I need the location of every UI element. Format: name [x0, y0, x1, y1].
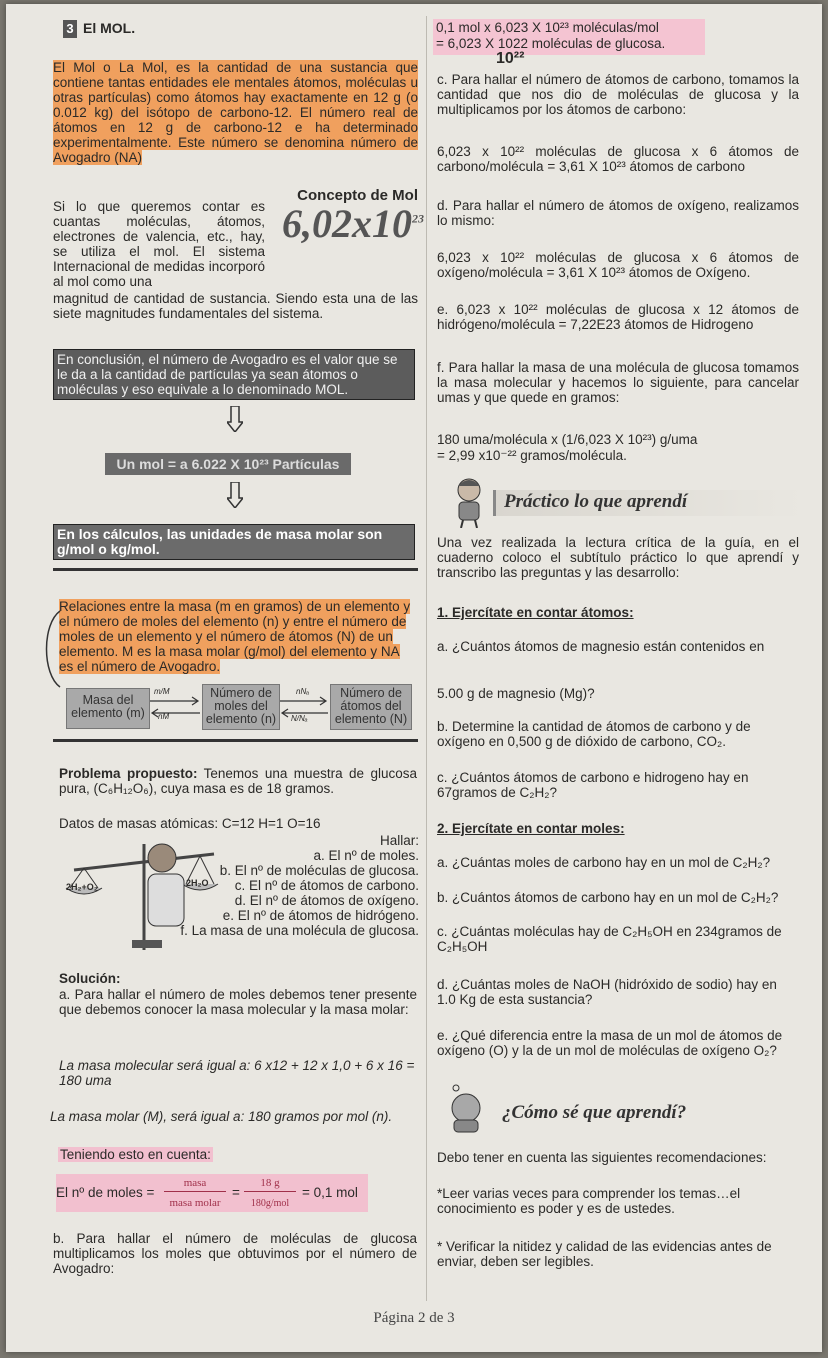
ej2-d: d. ¿Cuántas moles de NaOH (hidróxido de sodio) hay en 1.0 Kg de esta sustancia? [437, 977, 777, 1007]
problema-text: Problema propuesto: Tenemos una muestra de glucosa pura, (C₆H₁₂O₆), cuya masa es de 18 gramos. [59, 766, 417, 796]
datos-text: Datos de masas atómicas: C=12 H=1 O=16 [59, 816, 321, 831]
c-text: c. Para hallar el número de átomos de carbono, tomamos la cantidad que nos dio de moléculas de glucosa y la multiplicamos por los átomos de carbono: [437, 72, 799, 117]
arrow-nNa-label: nNₐ [296, 687, 310, 696]
rec2: * Verificar la nitidez y calidad de las evidencias antes de enviar, deben ser legibles. [437, 1239, 772, 1269]
hallar-list [226, 833, 419, 863]
hallar-item: b. El nº de moléculas de glucosa. [219, 863, 419, 878]
mol-particles-box: Un mol = a 6.022 X 10²³ Partículas [105, 453, 351, 475]
calc1-handwritten: 10²² [496, 50, 525, 67]
formula-lhs: El nº de moles = [56, 1185, 155, 1200]
teniendo-text: Teniendo esto en cuenta: [60, 1147, 211, 1162]
hallar-item: c. El nº de átomos de carbono. [234, 878, 419, 893]
moles-box: Número de moles del elemento (n) [202, 684, 280, 730]
sol-a-text: a. Para hallar el número de moles debemos tener presente que debemos conocer la masa molecular y la masa molar: [59, 987, 417, 1017]
ej1-a2: 5.00 g de magnesio (Mg)? [437, 686, 595, 701]
page-footer: Página 2 de 3 [373, 1310, 455, 1326]
formula-numerator: masa [164, 1176, 226, 1192]
sol-mm-text: La masa molecular será igual a: 6 x12 + 12 x 1,0 + 6 x 16 = 180 uma [59, 1058, 415, 1088]
hallar-item: a. El nº de moles. [313, 848, 419, 863]
mol-definition [53, 60, 418, 165]
ej1-c: c. ¿Cuántos átomos de carbono e hidrogeno hay en 67gramos de C₂H₂? [437, 770, 749, 800]
formula-numerator-2: 18 g [244, 1176, 296, 1192]
divider-2 [53, 739, 418, 742]
masa-box: Masa del elemento (m) [66, 688, 150, 729]
d-text: d. Para hallar el número de átomos de oxígeno, realizamos lo mismo: [437, 198, 799, 228]
d-calc: 6,023 x 10²² moléculas de glucosa x 6 átomos de oxígeno/molécula = 3,61 X 10²³ átomos de Oxígeno. [437, 250, 799, 280]
concept-value: $6,02x10^{23}$ [282, 201, 424, 246]
atomos-box: Número de átomos del elemento (N) [330, 684, 412, 730]
arrow-nM-label: nM [158, 712, 170, 721]
concept-title: Concepto de Mol [297, 187, 418, 204]
column-divider [426, 16, 427, 1301]
relations-text [59, 599, 411, 674]
ej2-title: 2. Ejercítate en contar moles: [437, 821, 625, 836]
relations-highlight: Relaciones entre la masa (m en gramos) de un elemento y el número de moles del elemento (n) y entre el número de moles de un elemento y el número de átomos (N) de un elemento. M es la masa molar (g/mol) del elemento y NA es el número de Avogadro. [59, 599, 411, 674]
formula-moles: El nº de moles = masa masa molar = 18 g 180g/mol = 0,1 mol [56, 1174, 368, 1212]
hallar-item: f. La masa de una molécula de glucosa. [180, 923, 419, 938]
f-calc2: = 2,99 x10⁻²² gramos/molécula. [437, 448, 627, 463]
thinking-figure-icon [442, 1084, 490, 1134]
arrow-NNa-label: N/Nₐ [291, 714, 308, 723]
ej2-e: e. ¿Qué diferencia entre la masa de un mol de átomos de oxígeno (O) y la de un mol de moléculas de oxígeno O₂? [437, 1028, 783, 1058]
si-text: Si lo que queremos contar es cuantas moléculas, átomos, electrones de valencia, etc., hay, se utiliza el mol. El sistema Internacional de medidas incorporó al mol como una [53, 199, 265, 289]
rec-text: Debo tener en cuenta las siguientes recomendaciones: [437, 1150, 767, 1165]
f-text: f. Para hallar la masa de una molécula de glucosa tomamos la masa molecular y hacemos lo siguiente, para cancelar umas y que quede en gramos: [437, 360, 799, 405]
calc1-line1: 0,1 mol x 6,023 X 10²³ moléculas/mol [436, 20, 659, 35]
concept-figure [268, 187, 424, 257]
student-icon [449, 476, 489, 528]
units-box: En los cálculos, las unidades de masa molar son g/mol o kg/mol. [53, 524, 415, 560]
double-arrow-icon-2 [278, 696, 330, 718]
document-page [6, 4, 822, 1352]
si-text-2: magnitud de cantidad de sustancia. Siendo esta una de las siete magnitudes fundamentales del sistema. [53, 291, 418, 321]
arrow-mM-label: m/M [154, 687, 170, 696]
ej2-c: c. ¿Cuántas moléculas hay de C₂H₅OH en 234gramos de C₂H₅OH [437, 924, 782, 954]
f-calc1: 180 uma/molécula x (1/6,023 X 10²³) g/uma [437, 432, 698, 447]
mol-definition-text: El Mol o La Mol, es la cantidad de una sustancia que contiene tantas entidades ele mentales átomos, moléculas u otras partículas) como átomos hay exactamente en 12 g (o 0.012 kg) del isótopo de carbono-12. El número real de átomos en 12 g de carbono-12 e ha determinado experimentalmente. Este número se denomina número de Avogadro (NA) [53, 60, 418, 165]
arrow-down-icon [227, 406, 243, 432]
hallar-item: d. El nº de átomos de oxígeno. [234, 893, 419, 908]
formula-denominator: masa molar [169, 1197, 221, 1209]
scientist-balance-illustration [64, 830, 222, 954]
rec1: *Leer varias veces para comprender los temas…el conocimiento es poder y es de ustedes. [437, 1186, 741, 1216]
sol-molar-text: La masa molar (M), será igual a: 180 gramos por mol (n). [50, 1109, 393, 1124]
c-calc: 6,023 x 10²² moléculas de glucosa x 6 átomos de carbono/molécula = 3,61 X 10²³ átomos de carbono [437, 144, 799, 174]
section-title: El MOL. [83, 20, 136, 36]
formula-result: = 0,1 mol [302, 1185, 358, 1200]
balance-left-label: 2H₂+O₂ [66, 882, 98, 892]
section-number: 3 [63, 20, 77, 38]
practico-text: Una vez realizada la lectura crítica de la guía, en el cuaderno coloco el subtítulo práctico lo que aprendí y transcribo las preguntas y las desarrollo: [437, 535, 799, 580]
arrow-down-icon-2 [227, 482, 243, 508]
ej2-b: b. ¿Cuántos átomos de carbono hay en un mol de C₂H₂? [437, 890, 779, 905]
double-arrow-icon [148, 696, 202, 718]
solucion-label: Solución: [59, 971, 121, 986]
practico-title: Práctico lo que aprendí [504, 491, 688, 512]
calc1-line2: = 6,023 X 1022 moléculas de glucosa. [436, 36, 666, 51]
ej1-a: a. ¿Cuántos átomos de magnesio están contenidos en [437, 639, 765, 654]
formula-denominator-2: 180g/mol [250, 1198, 290, 1209]
conclusion-box: En conclusión, el número de Avogadro es el valor que se le da a la cantidad de partículas ya sean átomos o moléculas y eso equivale a lo denominado MOL. [53, 349, 415, 400]
bracket-curve-icon [40, 609, 62, 689]
ej1-title: 1. Ejercítate en contar átomos: [437, 605, 634, 620]
hallar-item: e. El nº de átomos de hidrógeno. [222, 908, 419, 923]
balance-right-label: 2H₂O [186, 878, 209, 888]
divider [53, 568, 418, 571]
hallar-label: Hallar: [379, 833, 419, 848]
e-calc: e. 6,023 x 10²² moléculas de glucosa x 12 átomos de hidrógeno/molécula = 7,22E23 átomos de Hidrogeno [437, 302, 799, 332]
ej1-b: b. Determine la cantidad de átomos de carbono y de oxígeno en 0,500 g de dióxido de carbono, CO₂. [437, 719, 751, 749]
sol-b-text: b. Para hallar el número de moléculas de glucosa multiplicamos los moles que obtuvimos por el número de Avogadro: [53, 1231, 417, 1276]
section-heading [63, 20, 135, 38]
como-title: ¿Cómo sé que aprendí? [502, 1102, 687, 1123]
ej2-a: a. ¿Cuántas moles de carbono hay en un mol de C₂H₂? [437, 855, 771, 870]
